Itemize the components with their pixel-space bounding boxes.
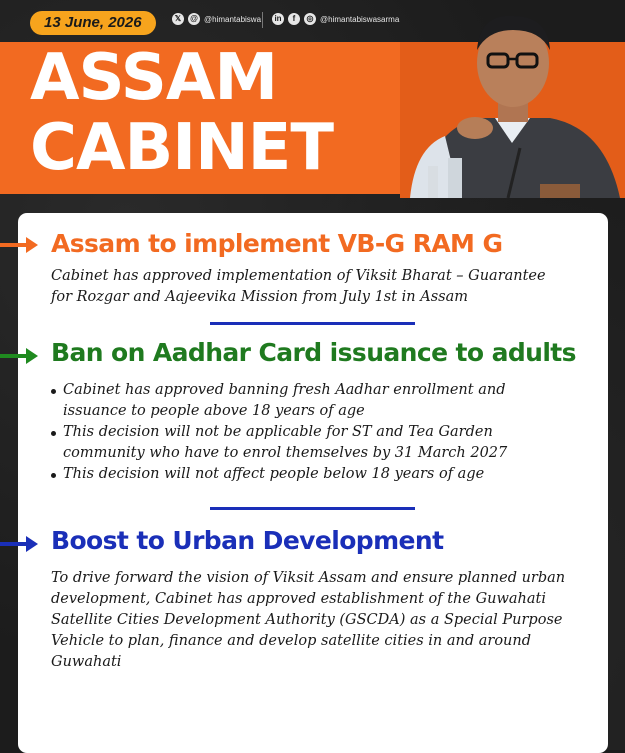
arrow-icon <box>0 354 40 358</box>
bullet-item: This decision will not affect people below 18 years of age <box>51 464 571 485</box>
facebook-icon: f <box>288 13 300 25</box>
bullet-item: This decision will not be applicable for ST and Tea Garden community who have to enrol themselves by 31 March 2027 <box>51 422 571 464</box>
x-icon: 𝕏 <box>172 13 184 25</box>
arrow-icon <box>0 243 40 247</box>
social-group-2 <box>272 13 399 25</box>
section-heading-3: Boost to Urban Development <box>51 526 444 555</box>
threads-icon: @ <box>188 13 200 25</box>
section-text-1: Cabinet has approved implementation of Viksit Bharat – Guarantee for Rozgar and Aajeevika Mission from July 1st in Assam <box>51 268 546 305</box>
section-text-3: To drive forward the vision of Viksit Assam and ensure planned urban development, Cabinet has approved establishment of the Guwahati Satellite Cities Development Authority (GSCDA) as a Special Purpose Vehicle to plan, finance and develop satellite cities in and around Guwahati <box>51 570 566 670</box>
section-heading-1: Assam to implement VB-G RAM G <box>51 229 503 258</box>
linkedin-icon: in <box>272 13 284 25</box>
section-bullets-2 <box>51 380 571 485</box>
date-badge: 13 June, 2026 <box>30 11 156 35</box>
separator-line <box>210 507 415 510</box>
bullet-item: Cabinet has approved banning fresh Aadhar enrollment and issuance to people above 18 years of age <box>51 380 571 422</box>
social-group-1 <box>172 13 261 25</box>
arrow-icon <box>0 542 40 546</box>
section-heading-2: Ban on Aadhar Card issuance to adults <box>51 338 576 367</box>
social-divider <box>262 12 263 28</box>
separator-line <box>210 322 415 325</box>
social-handle-1: @himantabiswa <box>204 14 262 24</box>
banner-title-line-1: ASSAM <box>30 41 278 115</box>
banner-title-line-2: CABINET <box>30 111 334 185</box>
portrait-image <box>400 8 625 198</box>
instagram-icon: ◎ <box>304 13 316 25</box>
social-handle-2: @himantabiswasarma <box>320 14 400 24</box>
